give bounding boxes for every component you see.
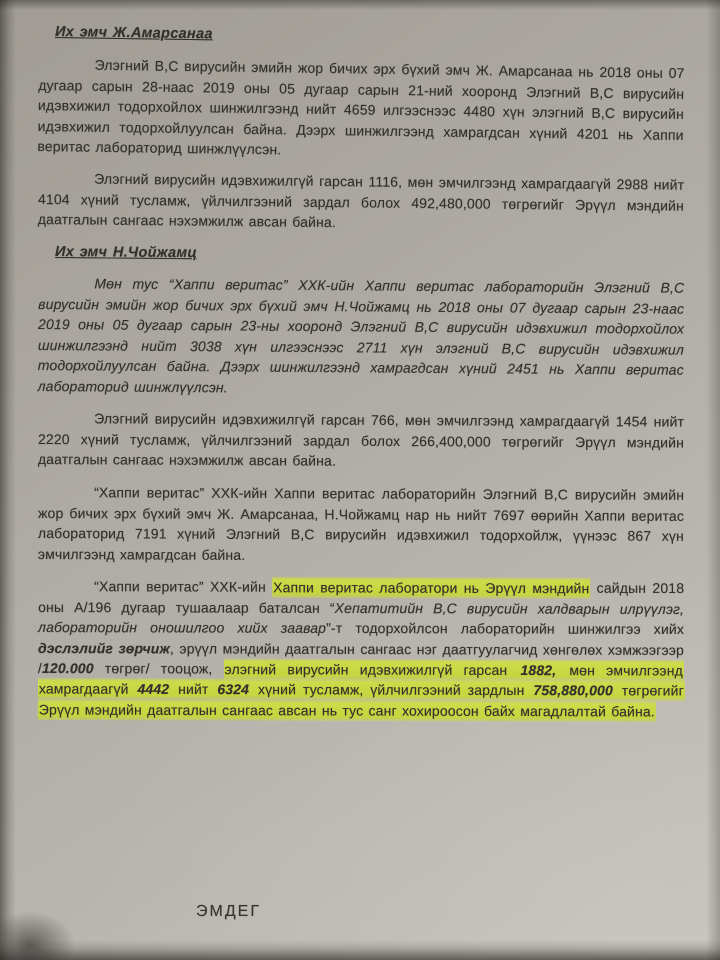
- text-run: сайдын 2018 оны А/196 дугаар тушаалаар баталсан “: [38, 579, 685, 615]
- paragraph: [37, 54, 684, 166]
- text-run: төгрөг/ тооцож,: [93, 659, 224, 677]
- highlighted-text: 1882,: [519, 659, 557, 680]
- text-run: 120.000: [41, 659, 94, 676]
- highlighted-text: хүний тусламж, үйлчилгээний зардлын: [250, 678, 532, 700]
- scan-shadow-right: [706, 0, 720, 960]
- scan-shadow-left: [0, 0, 16, 960]
- highlighted-text: Эрүүл мэндийн даатгалын сангаас авсан нь тус санг хохироосон байх магадлалтай байна.: [38, 698, 656, 721]
- highlighted-text: 758,880,000: [532, 679, 614, 700]
- highlighted-text: төгрөгийг: [614, 679, 685, 700]
- text-run: ”-т тодорхойлсон лабораторийн шинжилгээ хийх: [326, 619, 685, 637]
- text-run: “Хаппи веритас” ХХК-ийн Хаппи веритас лабораторийн Элэгний В,С вирусийн эмийн жор бичих эрх бүхий эмч Ж. Амарсанаа, Н.Чойжамц нар нь нийт 7697 өөрийн Хаппи веритас лабораторид 7191 хүний Элэгний В,С вирусийн идэвхижил тодорхойлж, үүнээс 867 хүн эмчилгээнд хамрагдсан байна.: [37, 483, 685, 562]
- text-run: Их эмч Ж.Амарсанаа: [54, 24, 213, 43]
- highlighted-text: мөн эмчилгээнд хамрагдаагүй: [38, 659, 684, 699]
- section-heading: [55, 22, 684, 52]
- scan-shadow-top: [0, 0, 720, 10]
- text-run: Элэгний вирусийн идэвхижилгүй гарсан 1116, мөн эмчилгээнд хамрагдаагүй 2988 нийт 4104 хүний тусламж, үйлчилгээний зардал болох 492,480,000 төгрөгийг Эрүүл мэндийн даатгалын сангаас нэхэмжилж авсан байна.: [37, 170, 685, 231]
- text-run: , эрүүл мэндийн даатгалын сангаас нэг даатгуулагчид хөнгөлөх хэмжээгээр /: [37, 639, 685, 676]
- highlighted-text: 4442: [136, 678, 170, 699]
- text-run: дэслэлийг зөрчиж: [37, 639, 170, 656]
- highlighted-text: Хаппи веритас лаборатори нь Эрүүл мэндийн: [272, 576, 590, 598]
- text-run: Хепатитийн В,С вирусийн халдварын илрүүлэг, лабораторийн оношилгоо хийх заавар: [38, 598, 685, 636]
- text-run: Элэгний В,С вирусийн эмийн жор бичих эрх бүхий эмч Ж. Амарсанаа нь 2018 оны 07 дугаар сарын 28-наас 2019 оны 05 дугаар сарын 21-ний хооронд Элэгний В,С вирусийн идэвхижил тодорхойлох шинжилгээнд нийт 4659 илгээснээс 4480 хүн элэгний В,С вирусийн идэвхижил тодорхойлуулсан байна. Дээрх шинжилгээнд хамрагдсан хүний 4201 нь Хаппи веритас лабораторид шинжлүүлсэн.: [37, 56, 685, 157]
- highlighted-text: элэгний вирусийн идэвхижилгүй гарсан: [224, 658, 520, 680]
- paragraph: [38, 576, 684, 722]
- text-run: Элэгний вирусийн идэвхижилгүй гарсан 766, мөн эмчилгээнд хамрагдаагүй 1454 нийт 2220 хүний тусламж, үйлчилгээний зардал болох 266,400,000 төгрөгийг Эрүүл мэндийн даатгалын сангаас нэхэмжилж авсан байна.: [37, 410, 685, 469]
- paragraph: [38, 168, 685, 236]
- scan-shadow-bottom: [0, 940, 720, 960]
- paragraph: [38, 482, 684, 567]
- paragraph: [38, 273, 685, 401]
- highlighted-text: 6324: [216, 678, 250, 699]
- footer-stamp: ЭМДЕГ: [195, 902, 262, 921]
- paragraph: [38, 408, 684, 473]
- text-run: Мөн тус “Хаппи веритас” ХХК-ийн Хаппи веритас лабораторийн Элэгний В,С вирусийн эмийн жор бичих эрх бүхий эмч Н.Чойжамц нь 2018 оны 07 дугаар сарын 23-наас 2019 оны 05 дугаар сарын 23-ны хооронд Элэгний В,С вирусийн идэвхижил тодорхойлох шинжилгээнд нийт 3038 хүн илгээснээс 2711 хүн элэгний В,С вирусийн идэвхижил тодорхойлуулсан байна. Дээрх шинжилгээнд хамрагдсан хүний 2451 нь Хаппи веритас лабораторид шинжлүүлсэн.: [37, 275, 685, 395]
- scan-shadow-corner: [0, 900, 90, 960]
- text-run: Их эмч Н.Чойжамц: [54, 243, 198, 261]
- text-run: “Хаппи веритас” ХХК-ийн: [94, 577, 273, 595]
- document-body: [38, 22, 684, 731]
- section-heading: [55, 242, 684, 268]
- highlighted-text: нийт: [170, 678, 216, 699]
